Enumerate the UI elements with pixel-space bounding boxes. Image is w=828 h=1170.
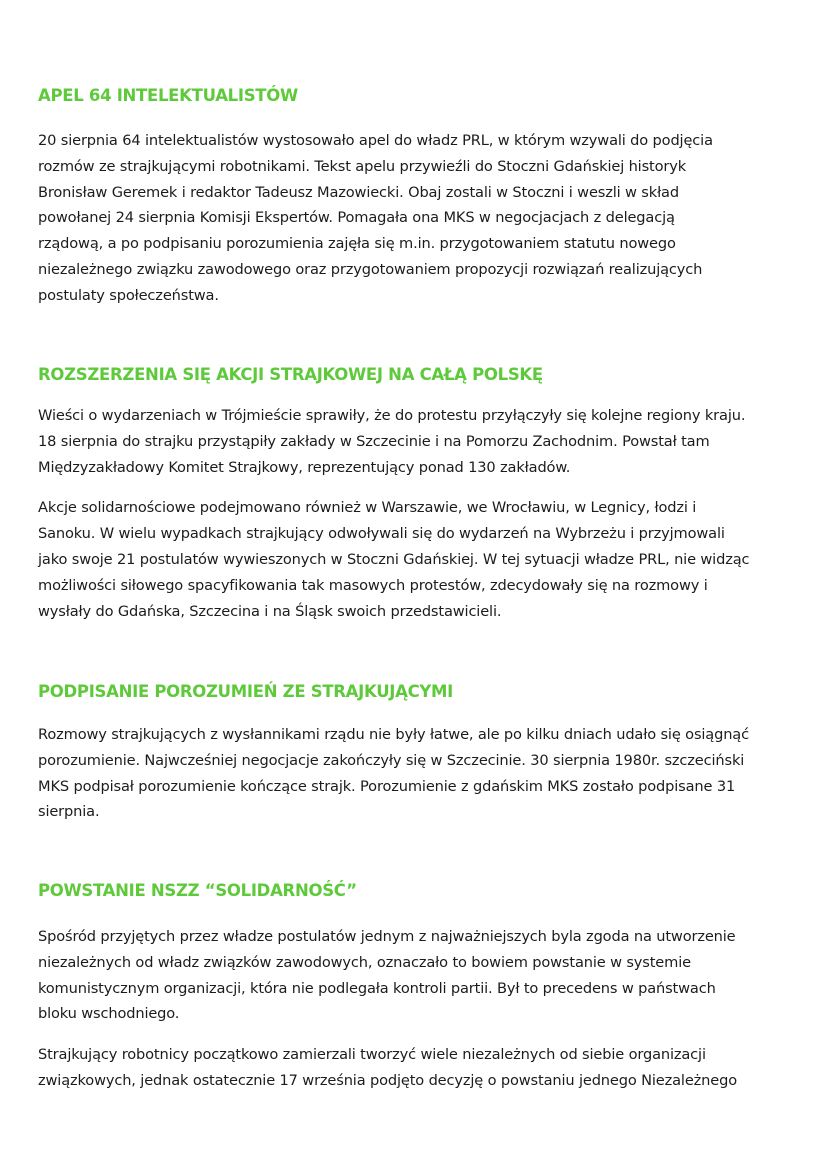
text-line: rządową, a po podpisaniu porozumienia zajęła się m.in. przygotowaniem statutu nowego [38,235,676,253]
text-line: MKS podpisał porozumienie kończące strajk. Porozumienie z gdańskim MKS zostało podpisane 31 [38,777,736,795]
text-line: Rozmowy strajkujących z wysłannikami rządu nie były łatwe, ale po kilku dniach udało się osiągnąć [38,726,749,743]
text-line: wysłały do Gdańska, Szczecina i na Śląsk swoich przedstawicieli. [38,602,502,620]
paragraph [38,403,796,480]
text-line: Międzyzakładowy Komitet Strajkowy, reprezentujący ponad 130 zakładów. [38,458,571,476]
section-heading: POWSTANIE NSZZ “SOLIDARNOŚĆ” [38,881,357,900]
section-rozszerzenie [38,364,796,624]
paragraph [38,1042,796,1094]
text-line: Strajkujący robotnicy początkowo zamierzali tworzyć wiele niezależnych od siebie organizacji [38,1046,706,1064]
text-line: sierpnia. [38,803,100,821]
section-heading: PODPISANIE POROZUMIEŃ ZE STRAJKUJĄCYMI [38,682,454,701]
text-line: porozumienie. Najwcześniej negocjacje zakończyły się w Szczecinie. 30 sierpnia 1980r. szczeciński [38,751,745,769]
text-line: rozmów ze strajkującymi robotnikami. Tekst apelu przywieźli do Stoczni Gdańskiej historyk [38,157,687,175]
text-line: związkowych, jednak ostatecznie 17 września podjęto decyzję o powstaniu jednego Niezależnego [38,1071,737,1089]
text-line: komunistycznym organizacji, która nie podlegała kontroli partii. Był to precedens w państwach [38,979,716,997]
text-line: Wieści o wydarzeniach w Trójmieście sprawiły, że do protestu przyłączyły się kolejne regiony kraju. [38,407,746,424]
paragraph [38,722,796,825]
text-line: możliwości siłowego spacyfikowania tak masowych protestów, zdecydowały się na rozmowy i [38,576,708,594]
text-line: jako swoje 21 postulatów wywieszonych w Stoczni Gdańskiej. W tej sytuacji władze PRL, nie widząc [38,550,750,568]
text-line: 18 sierpnia do strajku przystąpiły zakłady w Szczecinie i na Pomorzu Zachodnim. Powstał tam [38,432,710,450]
paragraph [38,128,796,309]
text-line: 20 sierpnia 64 intelektualistów wystosowało apel do władz PRL, w którym wzywali do podjęcia [38,132,713,149]
text-line: Spośród przyjętych przez władze postulatów jednym z najważniejszych byla zgoda na utworzenie [38,928,736,945]
section-podpisanie [38,681,796,825]
text-line: powołanej 24 sierpnia Komisji Ekspertów. Pomagała ona MKS w negocjacjach z delegacją [38,209,675,227]
text-line: Akcje solidarnościowe podejmowano również w Warszawie, we Wrocławiu, w Legnicy, łodzi i [38,499,697,517]
text-line: postulaty społeczeństwa. [38,286,219,304]
text-line: niezależnego związku zawodowego oraz przygotowaniem propozycji rozwiązań realizujących [38,260,703,278]
text-line: bloku wschodniego. [38,1005,180,1023]
text-line: niezależnych od władz związków zawodowych, oznaczało to bowiem powstanie w systemie [38,953,691,971]
section-apel [38,85,796,309]
text-line: Bronisław Geremek i redaktor Tadeusz Mazowiecki. Obaj zostali w Stoczni i weszli w skład [38,183,679,201]
section-powstanie [38,880,796,1094]
text-line: Sanoku. W wielu wypadkach strajkujący odwoływali się do wydarzeń na Wybrzeżu i przyjmowali [38,525,725,543]
section-heading: APEL 64 INTELEKTUALISTÓW [38,86,298,105]
paragraph [38,495,796,624]
section-heading: ROZSZERZENIA SIĘ AKCJI STRAJKOWEJ NA CAŁĄ POLSKĘ [38,365,543,384]
paragraph [38,924,796,1027]
